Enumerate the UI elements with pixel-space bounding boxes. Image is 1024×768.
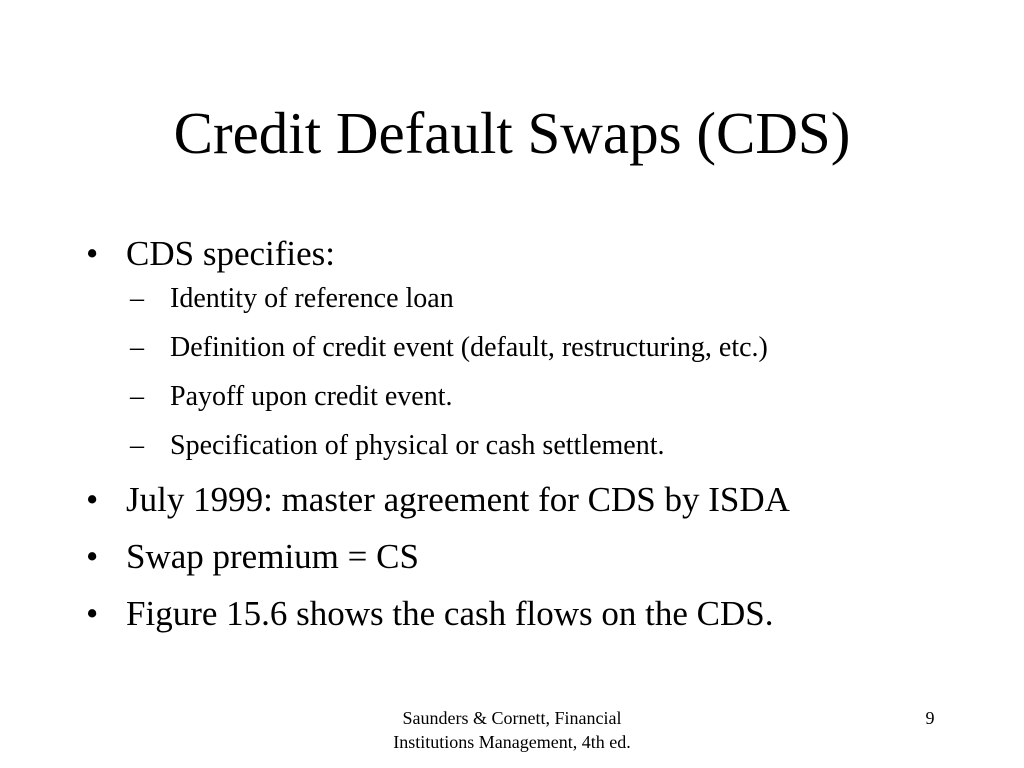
sub-item-text: Payoff upon credit event. xyxy=(170,381,453,412)
bullet-icon: • xyxy=(86,480,99,519)
footer-line: Institutions Management, 4th ed. xyxy=(393,732,631,752)
bullet-item xyxy=(86,478,986,522)
bullet-item xyxy=(86,232,986,276)
footer-line: Saunders & Cornett, Financial xyxy=(402,708,622,728)
dash-icon: – xyxy=(130,283,144,314)
bullet-item xyxy=(86,535,986,579)
sub-item-text: Specification of physical or cash settlement. xyxy=(170,430,665,461)
sub-item-text: Definition of credit event (default, restructuring, etc.) xyxy=(170,332,768,363)
slide-body xyxy=(86,232,986,636)
slide-title: Credit Default Swaps (CDS) xyxy=(173,100,851,166)
sub-item xyxy=(86,380,986,414)
bullet-icon: • xyxy=(86,234,99,273)
sub-item-text: Identity of reference loan xyxy=(170,283,454,314)
sub-item xyxy=(86,331,986,365)
bullet-icon: • xyxy=(86,537,99,576)
bullet-text: Swap premium = CS xyxy=(126,537,419,576)
bullet-text: Figure 15.6 shows the cash flows on the CDS. xyxy=(126,594,774,633)
dash-icon: – xyxy=(130,381,144,412)
sub-item xyxy=(86,429,986,463)
bullet-text: July 1999: master agreement for CDS by ISDA xyxy=(126,480,790,519)
dash-icon: – xyxy=(130,430,144,461)
sub-item xyxy=(86,282,986,316)
bullet-item xyxy=(86,592,986,636)
sub-list xyxy=(86,282,986,463)
slide-footer xyxy=(312,706,712,754)
dash-icon: – xyxy=(130,332,144,363)
bullet-text: CDS specifies: xyxy=(126,234,336,273)
bullet-icon: • xyxy=(86,594,99,633)
page-number: 9 xyxy=(925,708,935,728)
